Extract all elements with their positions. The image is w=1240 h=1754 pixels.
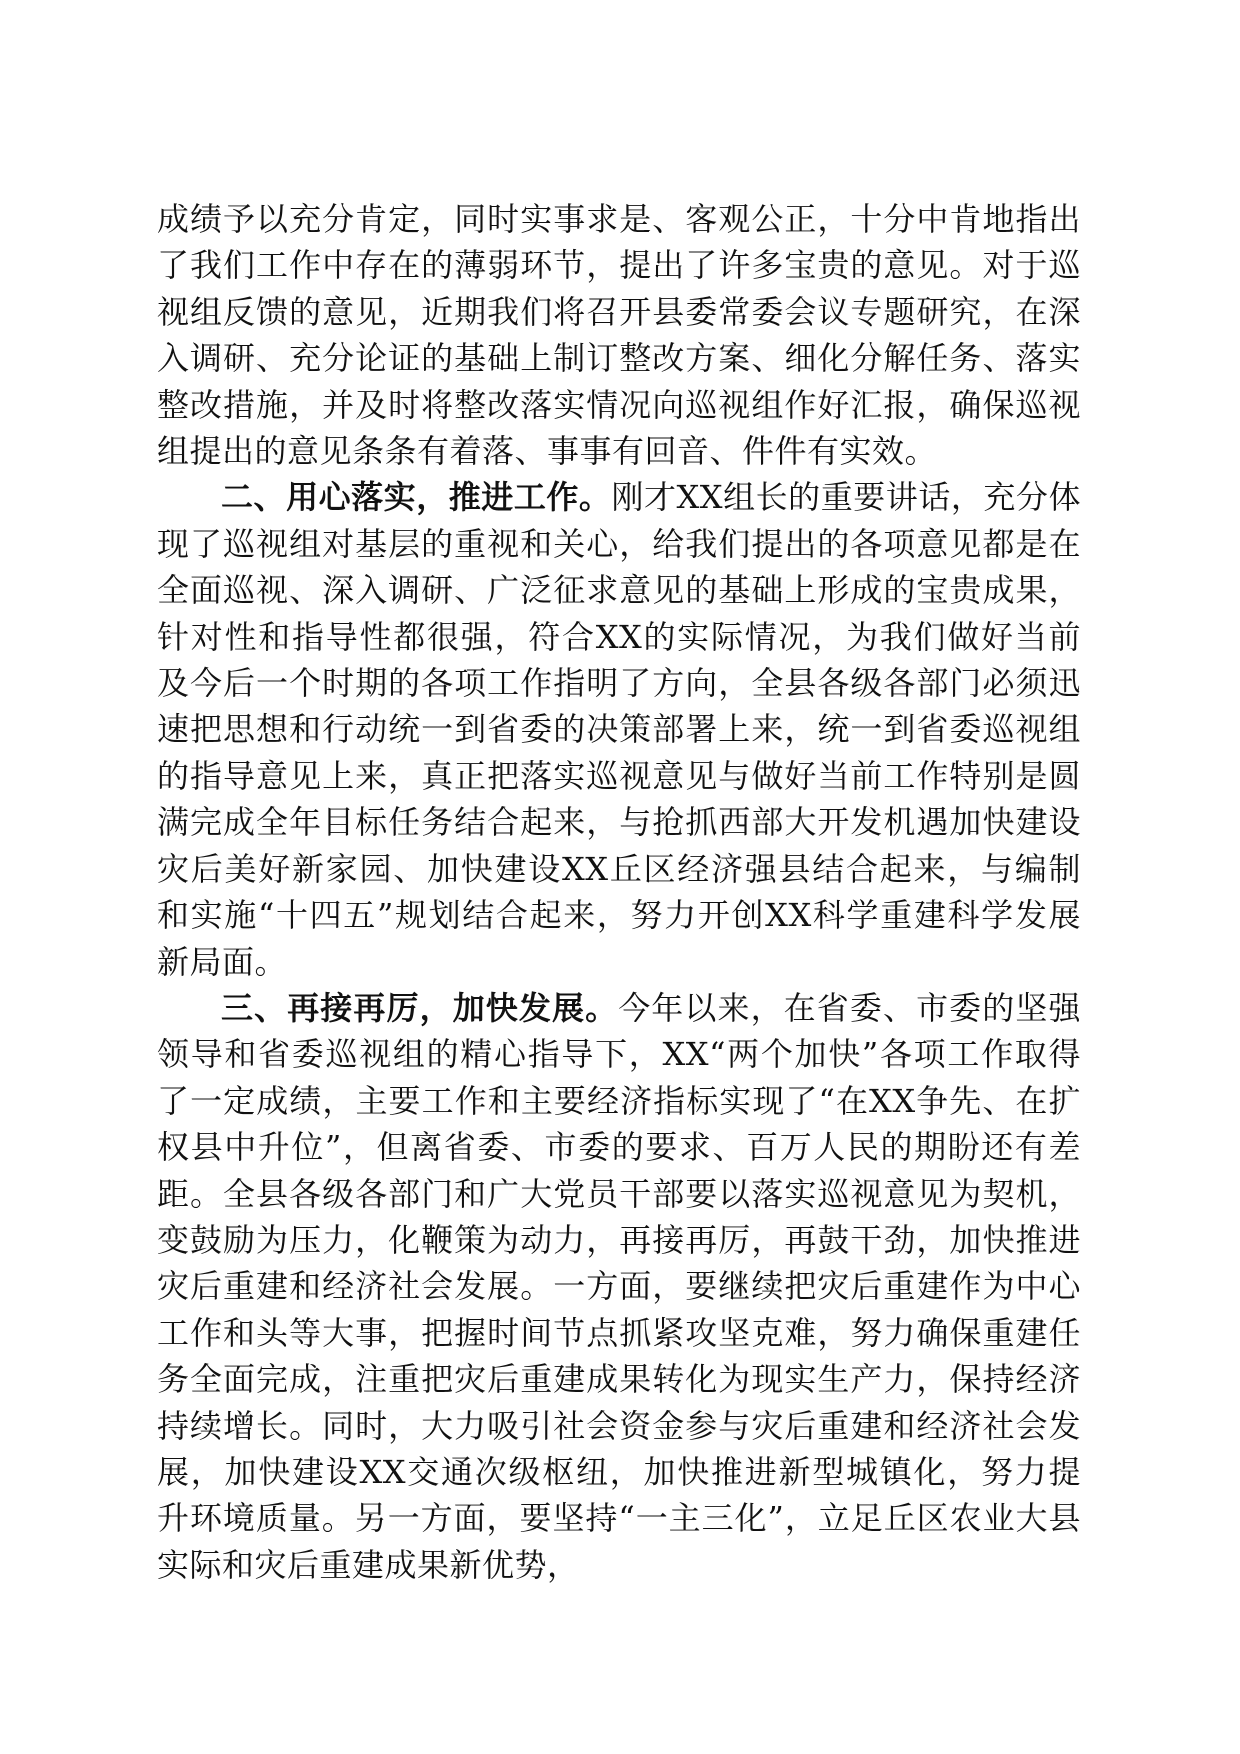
section-three-heading: 三、再接再厉，加快发展。 bbox=[221, 988, 619, 1027]
paragraph-continuation: 成绩予以充分肯定，同时实事求是、客观公正，十分中肯地指出了我们工作中存在的薄弱环节，提出了许多宝贵的意见。对于巡视组反馈的意见，近期我们将召开县委常委会议专题研究，在深入调研、充分论证的基础上制订整改方案、细化分解任务、落实整改措施，并及时将整改落实情况向巡视组作好汇报，确保巡视组提出的意见条条有着落、事事有回音、件件有实效。 bbox=[157, 200, 1081, 471]
document-body bbox=[157, 196, 1081, 1588]
section-two-paragraph bbox=[157, 474, 1081, 984]
section-two-body: 刚才XX组长的重要讲话，充分体现了巡视组对基层的重视和关心，给我们提出的各项意见都是在全面巡视、深入调研、广泛征求意见的基础上形成的宝贵成果，针对性和指导性都很强，符合XX的实际情况，为我们做好当前及今后一个时期的各项工作指明了方向，全县各级各部门必须迅速把思想和行动统一到省委的决策部署上来，统一到省委巡视组的指导意见上来，真正把落实巡视意见与做好当前工作特别是圆满完成全年目标任务结合起来，与抢抓西部大开发机遇加快建设灾后美好新家园、加快建设XX丘区经济强县结合起来，与编制和实施“十四五”规划结合起来，努力开创XX科学重建科学发展新局面。 bbox=[157, 478, 1081, 981]
section-two-heading: 二、用心落实，推进工作。 bbox=[221, 478, 612, 517]
section-three-body: 今年以来，在省委、市委的坚强领导和省委巡视组的精心指导下，XX“两个加快”各项工作取得了一定成绩，主要工作和主要经济指标实现了“在XX争先、在扩权县中升位”，但离省委、市委的要求、百万人民的期盼还有差距。全县各级各部门和广大党员干部要以落实巡视意见为契机，变鼓励为压力，化鞭策为动力，再接再厉，再鼓干劲，加快推进灾后重建和经济社会发展。一方面，要继续把灾后重建作为中心工作和头等大事，把握时间节点抓紧攻坚克难，努力确保重建任务全面完成，注重把灾后重建成果转化为现实生产力，保持经济持续增长。同时，大力吸引社会资金参与灾后重建和经济社会发展，加快建设XX交通次级枢纽，加快推进新型城镇化，努力提升环境质量。另一方面，要坚持“一主三化”，立足丘区农业大县实际和灾后重建成果新优势， bbox=[157, 988, 1081, 1584]
section-three-paragraph bbox=[157, 985, 1081, 1588]
